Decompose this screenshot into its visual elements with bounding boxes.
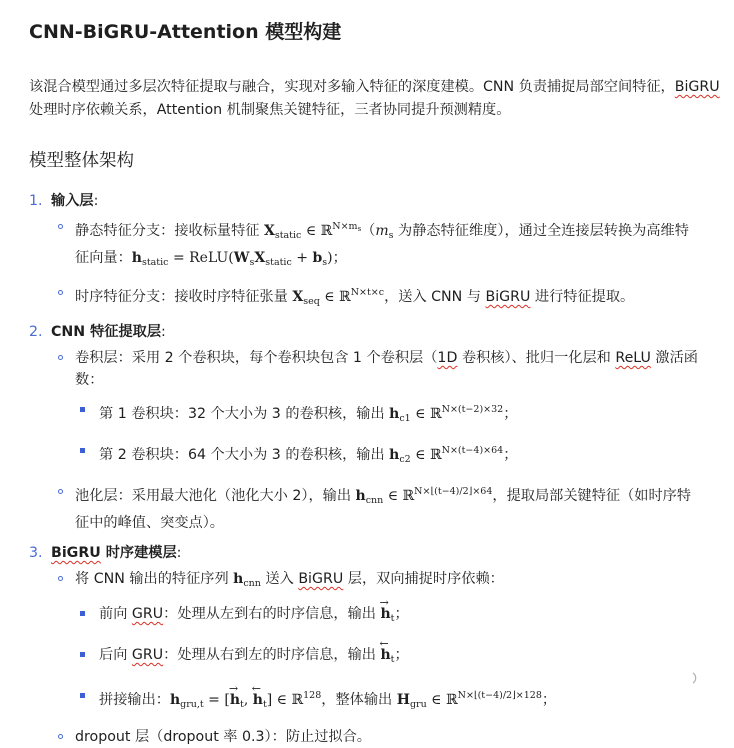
arrow-right-icon: → [228, 682, 239, 695]
math-sub: s [249, 257, 255, 268]
item-title: CNN 特征提取层 [51, 324, 162, 340]
vector [251, 682, 263, 711]
math-symbol: h [355, 488, 366, 504]
spell-flag-relu[interactable]: ReLU [615, 350, 651, 366]
text: ； [541, 692, 557, 708]
math-symbol: X [292, 289, 304, 305]
math-sub: c2 [399, 454, 411, 465]
math-m-s [375, 223, 393, 239]
intro-text-1: 该混合模型通过多层次特征提取与融合，实现对多输入特征的深度建模。CNN 负责捕捉局部空间特征， [29, 79, 675, 95]
math-h-c1 [389, 406, 503, 422]
math-symbol: h [229, 692, 241, 708]
math-rel: ∈ ℝ [383, 488, 415, 504]
arrow-right-icon: → [379, 596, 389, 609]
math-eq-static [132, 250, 333, 266]
text: ； [394, 606, 409, 622]
text: 第 2 卷积块：64 个大小为 3 的卷积核，输出 [99, 447, 390, 463]
math-text: ) [327, 250, 333, 266]
math-sup-text: N×m [332, 221, 358, 232]
intro-text-2: 处理时序依赖关系，Attention 机制聚焦关键特征，三者协同提升预测精度。 [29, 102, 511, 118]
text: 卷积层：采用 2 个卷积块，每个卷积块包含 1 个卷积层（ [75, 350, 438, 366]
page-title: CNN-BiGRU-Attention 模型构建 [29, 21, 342, 43]
vector [228, 682, 241, 711]
math-sub: s [322, 257, 328, 268]
text: 静态特征分支：接收标量特征 [75, 223, 264, 239]
text: ，整体输出 [321, 692, 397, 708]
scroll-indicator-icon[interactable] [692, 670, 700, 686]
text: 第 1 卷积块：32 个大小为 3 的卷积核，输出 [99, 406, 390, 422]
math-text: + [291, 250, 313, 266]
sub-item-dropout [51, 726, 700, 748]
math-concat [169, 682, 322, 710]
text: 将 CNN 输出的特征序列 [75, 571, 234, 587]
sub-item-static-branch [51, 216, 700, 274]
math-symbol: X [254, 250, 266, 266]
text: ：处理从左到右的时序信息，输出 [163, 606, 381, 622]
math-text: ] ∈ ℝ [266, 692, 304, 708]
item-colon: : [176, 545, 182, 561]
math-sup: N×⌊(t−4)/2⌋×128 [457, 690, 542, 701]
text: dropout 层（dropout 率 0.3）：防止过拟合。 [75, 729, 371, 745]
math-sub: s [388, 230, 394, 241]
intro-paragraph [29, 76, 724, 122]
spell-flag-bigru[interactable]: BiGRU [674, 79, 720, 95]
conv-block-1 [75, 399, 700, 430]
math-rel: ∈ ℝ [301, 223, 333, 239]
math-sub: t [240, 699, 244, 710]
math-symbol: X [263, 223, 275, 239]
spell-flag-bigru[interactable]: BiGRU [485, 289, 531, 305]
item-title: 输入层 [51, 193, 94, 209]
math-sub: gru [409, 699, 427, 710]
math-sub: gru,t [180, 699, 204, 710]
math-text: , [243, 692, 253, 708]
math-symbol: h [380, 647, 391, 663]
vector [379, 637, 391, 666]
spell-flag-bigru[interactable]: BiGRU [51, 545, 101, 561]
math-symbol: h [131, 250, 142, 266]
math-symbol: h [380, 606, 391, 622]
math-var: m [375, 223, 389, 239]
text: 池化层：采用最大池化（池化大小 2），输出 [75, 488, 356, 504]
forward-gru [75, 596, 700, 630]
spell-flag-gru[interactable]: GRU [131, 606, 164, 622]
spell-flag-bigru[interactable]: BiGRU [298, 571, 344, 587]
arrow-left-icon: ← [251, 682, 261, 695]
math-sub: cnn [365, 495, 384, 506]
list-number: 3. [29, 545, 43, 561]
math-sub: static [274, 230, 302, 241]
text: ； [394, 647, 409, 663]
arrow-left-icon: ← [379, 637, 389, 650]
text: 送入 [260, 571, 299, 587]
section-title: 模型整体架构 [29, 151, 134, 171]
text: ：处理从右到左的时序信息，输出 [163, 647, 381, 663]
text: 激活函数： [75, 350, 698, 388]
math-h-backward [379, 637, 395, 665]
text: ，提取局部关键特征（如时序特征中的峰值、突变点）。 [75, 488, 692, 531]
math-symbol: h [169, 692, 181, 708]
math-rel: ∈ ℝ [426, 692, 458, 708]
math-h-cnn [356, 488, 493, 504]
concat-output [75, 682, 700, 716]
spell-flag-gru[interactable]: GRU [131, 647, 164, 663]
math-h-cnn [233, 571, 261, 587]
list-item-bigru-layer [29, 542, 700, 748]
backward-gru [75, 637, 700, 671]
sub-list [51, 347, 700, 534]
math-x-seq [292, 289, 384, 305]
text: 为静态特征维度），通过全连接层转换为高维特征向量： [75, 223, 689, 266]
sub-list [51, 216, 700, 313]
text: 时序特征分支：接收时序特征张量 [75, 289, 293, 305]
item-colon: : [93, 193, 99, 209]
architecture-list [29, 190, 700, 748]
math-sup [332, 221, 361, 232]
math-symbol: h [252, 692, 263, 708]
math-symbol: H [396, 692, 410, 708]
list-item-input-layer [29, 190, 700, 313]
sub-list [51, 568, 700, 748]
math-h-c2 [389, 447, 503, 463]
math-text: = ReLU( [168, 250, 234, 266]
direction-list [75, 596, 700, 716]
math-h-gru [397, 692, 542, 708]
math-sub: t [262, 699, 267, 710]
math-x-static [264, 223, 361, 239]
text: （ [361, 223, 376, 239]
conv-block-list [75, 399, 700, 471]
math-sub: seq [303, 296, 320, 307]
math-sub: c1 [399, 413, 411, 424]
math-rel: ∈ ℝ [410, 406, 442, 422]
math-sup: N×⌊(t−4)/2⌋×64 [414, 486, 493, 497]
math-sub: cnn [243, 578, 261, 589]
vector [379, 596, 391, 625]
math-sup-sub: s [357, 225, 362, 233]
list-number: 2. [29, 324, 43, 340]
math-sup: 128 [303, 690, 322, 701]
math-sub: t [390, 654, 395, 665]
math-sub: t [390, 613, 395, 624]
text: 卷积核）、批归一化层和 [457, 350, 616, 366]
list-number: 1. [29, 193, 43, 209]
math-symbol: h [233, 571, 244, 587]
math-text: = [ [203, 692, 230, 708]
math-sub: static [265, 257, 292, 268]
sub-item-pool-layer [51, 481, 700, 534]
sub-item-seq-branch [51, 282, 700, 313]
sub-item-conv-layer [51, 347, 700, 471]
math-symbol: h [389, 447, 400, 463]
math-sup: N×(t−4)×64 [441, 445, 504, 456]
text: 前向 [99, 606, 132, 622]
math-rel: ∈ ℝ [319, 289, 351, 305]
text: ； [503, 406, 518, 422]
conv-block-2 [75, 440, 700, 471]
item-title: 时序建模层 [100, 545, 177, 561]
math-rel: ∈ ℝ [410, 447, 442, 463]
text: ，送入 CNN 与 [384, 289, 486, 305]
math-symbol: W [233, 250, 250, 266]
math-h-forward [379, 596, 395, 624]
spell-flag-1d[interactable]: 1D [437, 350, 458, 366]
math-sup: N×(t−2)×32 [441, 404, 504, 415]
math-symbol: h [389, 406, 400, 422]
sub-item-bigru-seq [51, 568, 700, 716]
text: 拼接输出： [99, 692, 170, 708]
math-symbol: b [312, 250, 323, 266]
text: ； [503, 447, 518, 463]
math-sup: N×t×c [350, 287, 385, 298]
text: ； [332, 250, 347, 266]
list-item-cnn-layer [29, 321, 700, 534]
text: 后向 [99, 647, 132, 663]
text: 进行特征提取。 [530, 289, 635, 305]
math-sub: static [141, 257, 169, 268]
text: 层，双向捕捉时序依赖： [343, 571, 504, 587]
item-colon: : [161, 324, 166, 340]
